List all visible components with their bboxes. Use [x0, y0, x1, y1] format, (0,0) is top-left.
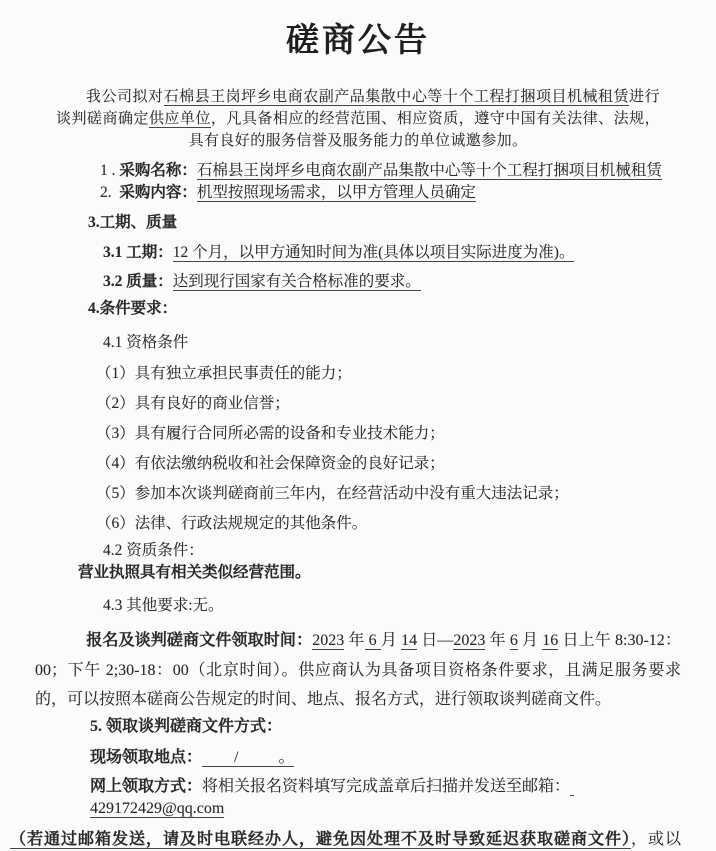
procurement-name-item: [100, 160, 686, 182]
condition-item-6: （6）法律、行政法规规定的其他条件。: [96, 515, 368, 532]
duration-line: [103, 243, 686, 263]
signup-year-end: 2023: [453, 632, 486, 649]
signup-day-end: 16: [542, 632, 559, 649]
onsite-location-blank: / 。: [202, 748, 295, 766]
item-number: 2.: [100, 184, 120, 201]
procurement-content-value: 机型按照现场需求，以甲方管理人员确定: [196, 184, 476, 201]
intro-paragraph: [56, 86, 660, 152]
item-number: 1 .: [100, 162, 120, 179]
mailbox-note-tail: ，或以: [631, 830, 683, 848]
intro-text-1: 我公司拟对: [86, 89, 164, 105]
duration-value: 12 个月，以甲方通知时间为准(具体以项目实际进度为准)。: [172, 244, 575, 261]
intro-text-3: ，凡具备相应的经营范围、相应资质，遵守中国有关法律、法规，具有良好的服务信誉及服务能力的单位诚邀参加。: [188, 111, 660, 149]
mailbox-note-bold: （若通过邮箱发送，请及时电联经办人，避免因处理不及时导致延迟获取磋商文件）: [10, 830, 632, 848]
signup-text: 月: [517, 632, 543, 649]
condition-item-2: （2）具有良好的商业信誉；: [96, 395, 290, 412]
online-pickup-line: [90, 776, 686, 820]
quality-value: 达到现行国家有关合格标准的要求。: [172, 273, 421, 290]
signup-month-start: 6: [364, 632, 381, 649]
signup-day-start: 14: [401, 632, 418, 649]
condition-item-1: （1）具有独立承担民事责任的能力；: [96, 365, 352, 382]
signup-time-paragraph: [35, 626, 681, 715]
signup-rest-text: 日上午 8:30-12：00；下午 2;30-18：00（北京时间）。供应商认为具备项目资格条件要求，且满足服务要求的，可以按照本磋商公告规定的时间、地点、报名方式，进行领取谈判磋商文件。: [35, 632, 681, 708]
onsite-pickup-label: 现场领取地点：: [90, 748, 203, 766]
onsite-pickup-line: [90, 747, 686, 769]
supplier-term-underlined: 供应单位: [148, 111, 211, 127]
schedule-quality-heading: 3.工期、质量: [88, 214, 178, 231]
signup-year-start: 2023: [312, 632, 345, 649]
signup-time-label: 报名及谈判磋商文件领取时间：: [86, 632, 313, 649]
signup-month-end: 6: [509, 632, 518, 649]
other-requirements-line: 4.3 其他要求:无。: [103, 597, 224, 614]
signup-text: 日—: [417, 632, 454, 649]
project-name-underlined: 石棉县王岗坪乡电商农副产品集散中心等十个工程打捆项目机械租赁: [163, 89, 630, 105]
mailbox-note-line: [10, 829, 710, 851]
file-collection-heading: 5. 领取谈判磋商文件方式：: [90, 717, 283, 735]
online-pickup-text: 将相关报名资料填写完成盖章后扫描并发送至邮箱：: [202, 777, 571, 795]
qualification-heading: 4.1 资格条件: [103, 334, 189, 351]
procurement-name-label: 采购名称：: [119, 162, 197, 179]
condition-item-5: （5）参加本次谈判磋商前三年内，在经营活动中没有重大违法记录；: [96, 485, 569, 502]
intro-text-2: 进行谈判磋商确定: [56, 89, 660, 127]
document-title: 磋商公告: [286, 23, 430, 59]
quality-label: 3.2 质量：: [103, 273, 173, 290]
credential-value: 营业执照具有相关类似经营范围。: [78, 564, 311, 581]
signup-text: 年: [344, 632, 365, 649]
quality-line: [103, 272, 686, 292]
procurement-name-value: 石棉县王岗坪乡电商农副产品集散中心等十个工程打捆项目机械租赁: [196, 162, 662, 179]
procurement-content-item: [100, 182, 686, 204]
credential-heading: 4.2 资质条件：: [103, 542, 204, 559]
online-pickup-label: 网上领取方式：: [90, 777, 203, 795]
email-address: 429172429@qq.com: [90, 777, 575, 817]
signup-text: 年: [485, 632, 510, 649]
signup-text: 月: [380, 632, 402, 649]
condition-item-4: （4）有依法缴纳税收和社会保障资金的良好记录；: [96, 455, 445, 472]
requirements-heading: 4.条件要求：: [88, 300, 178, 317]
condition-item-3: （3）具有履行合同所必需的设备和专业技术能力；: [96, 425, 445, 442]
duration-label: 3.1 工期：: [103, 244, 173, 261]
procurement-content-label: 采购内容：: [119, 184, 197, 201]
